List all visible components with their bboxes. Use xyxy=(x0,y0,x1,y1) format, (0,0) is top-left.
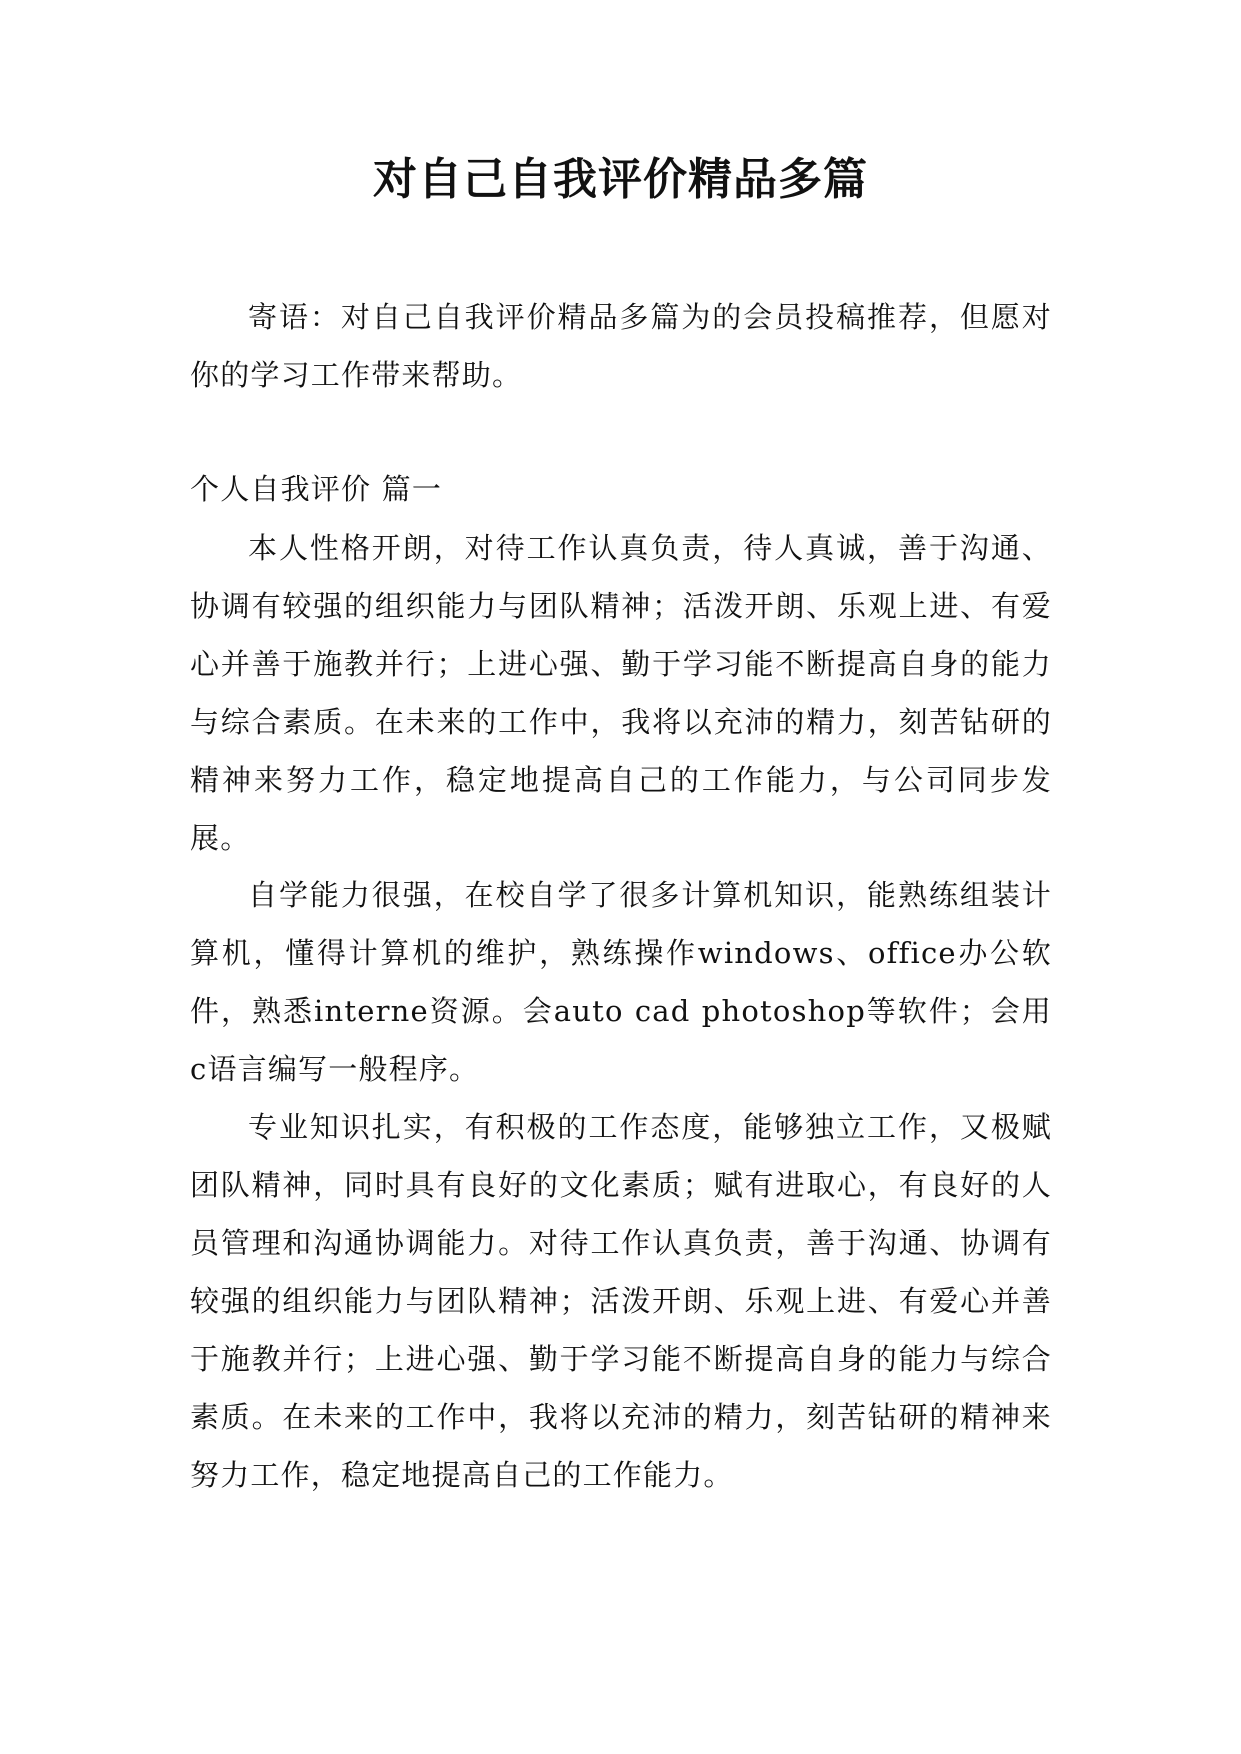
body-paragraph: 自学能力很强，在校自学了很多计算机知识，能熟练组装计算机，懂得计算机的维护，熟练操作windows、office办公软件，熟悉interne资源。会auto cad photoshop等软件；会用c语言编写一般程序。 xyxy=(190,878,1052,1086)
document-title: 对自己自我评价精品多篇 xyxy=(373,154,868,205)
section-heading: 个人自我评价 篇一 xyxy=(190,472,443,506)
body-paragraph: 专业知识扎实，有积极的工作态度，能够独立工作，又极赋团队精神，同时具有良好的文化素质；赋有进取心，有良好的人员管理和沟通协调能力。对待工作认真负责，善于沟通、协调有较强的组织能力与团队精神；活泼开朗、乐观上进、有爱心并善于施教并行；上进心强、勤于学习能不断提高自身的能力与综合素质。在未来的工作中，我将以充沛的精力，刻苦钻研的精神来努力工作，稳定地提高自己的工作能力。 xyxy=(190,1110,1052,1492)
intro-paragraph: 寄语：对自己自我评价精品多篇为的会员投稿推荐，但愿对你的学习工作带来帮助。 xyxy=(190,300,1052,392)
body-paragraph: 本人性格开朗，对待工作认真负责，待人真诚，善于沟通、协调有较强的组织能力与团队精神；活泼开朗、乐观上进、有爱心并善于施教并行；上进心强、勤于学习能不断提高自身的能力与综合素质。在未来的工作中，我将以充沛的精力，刻苦钻研的精神来努力工作，稳定地提高自己的工作能力，与公司同步发展。 xyxy=(190,531,1052,855)
